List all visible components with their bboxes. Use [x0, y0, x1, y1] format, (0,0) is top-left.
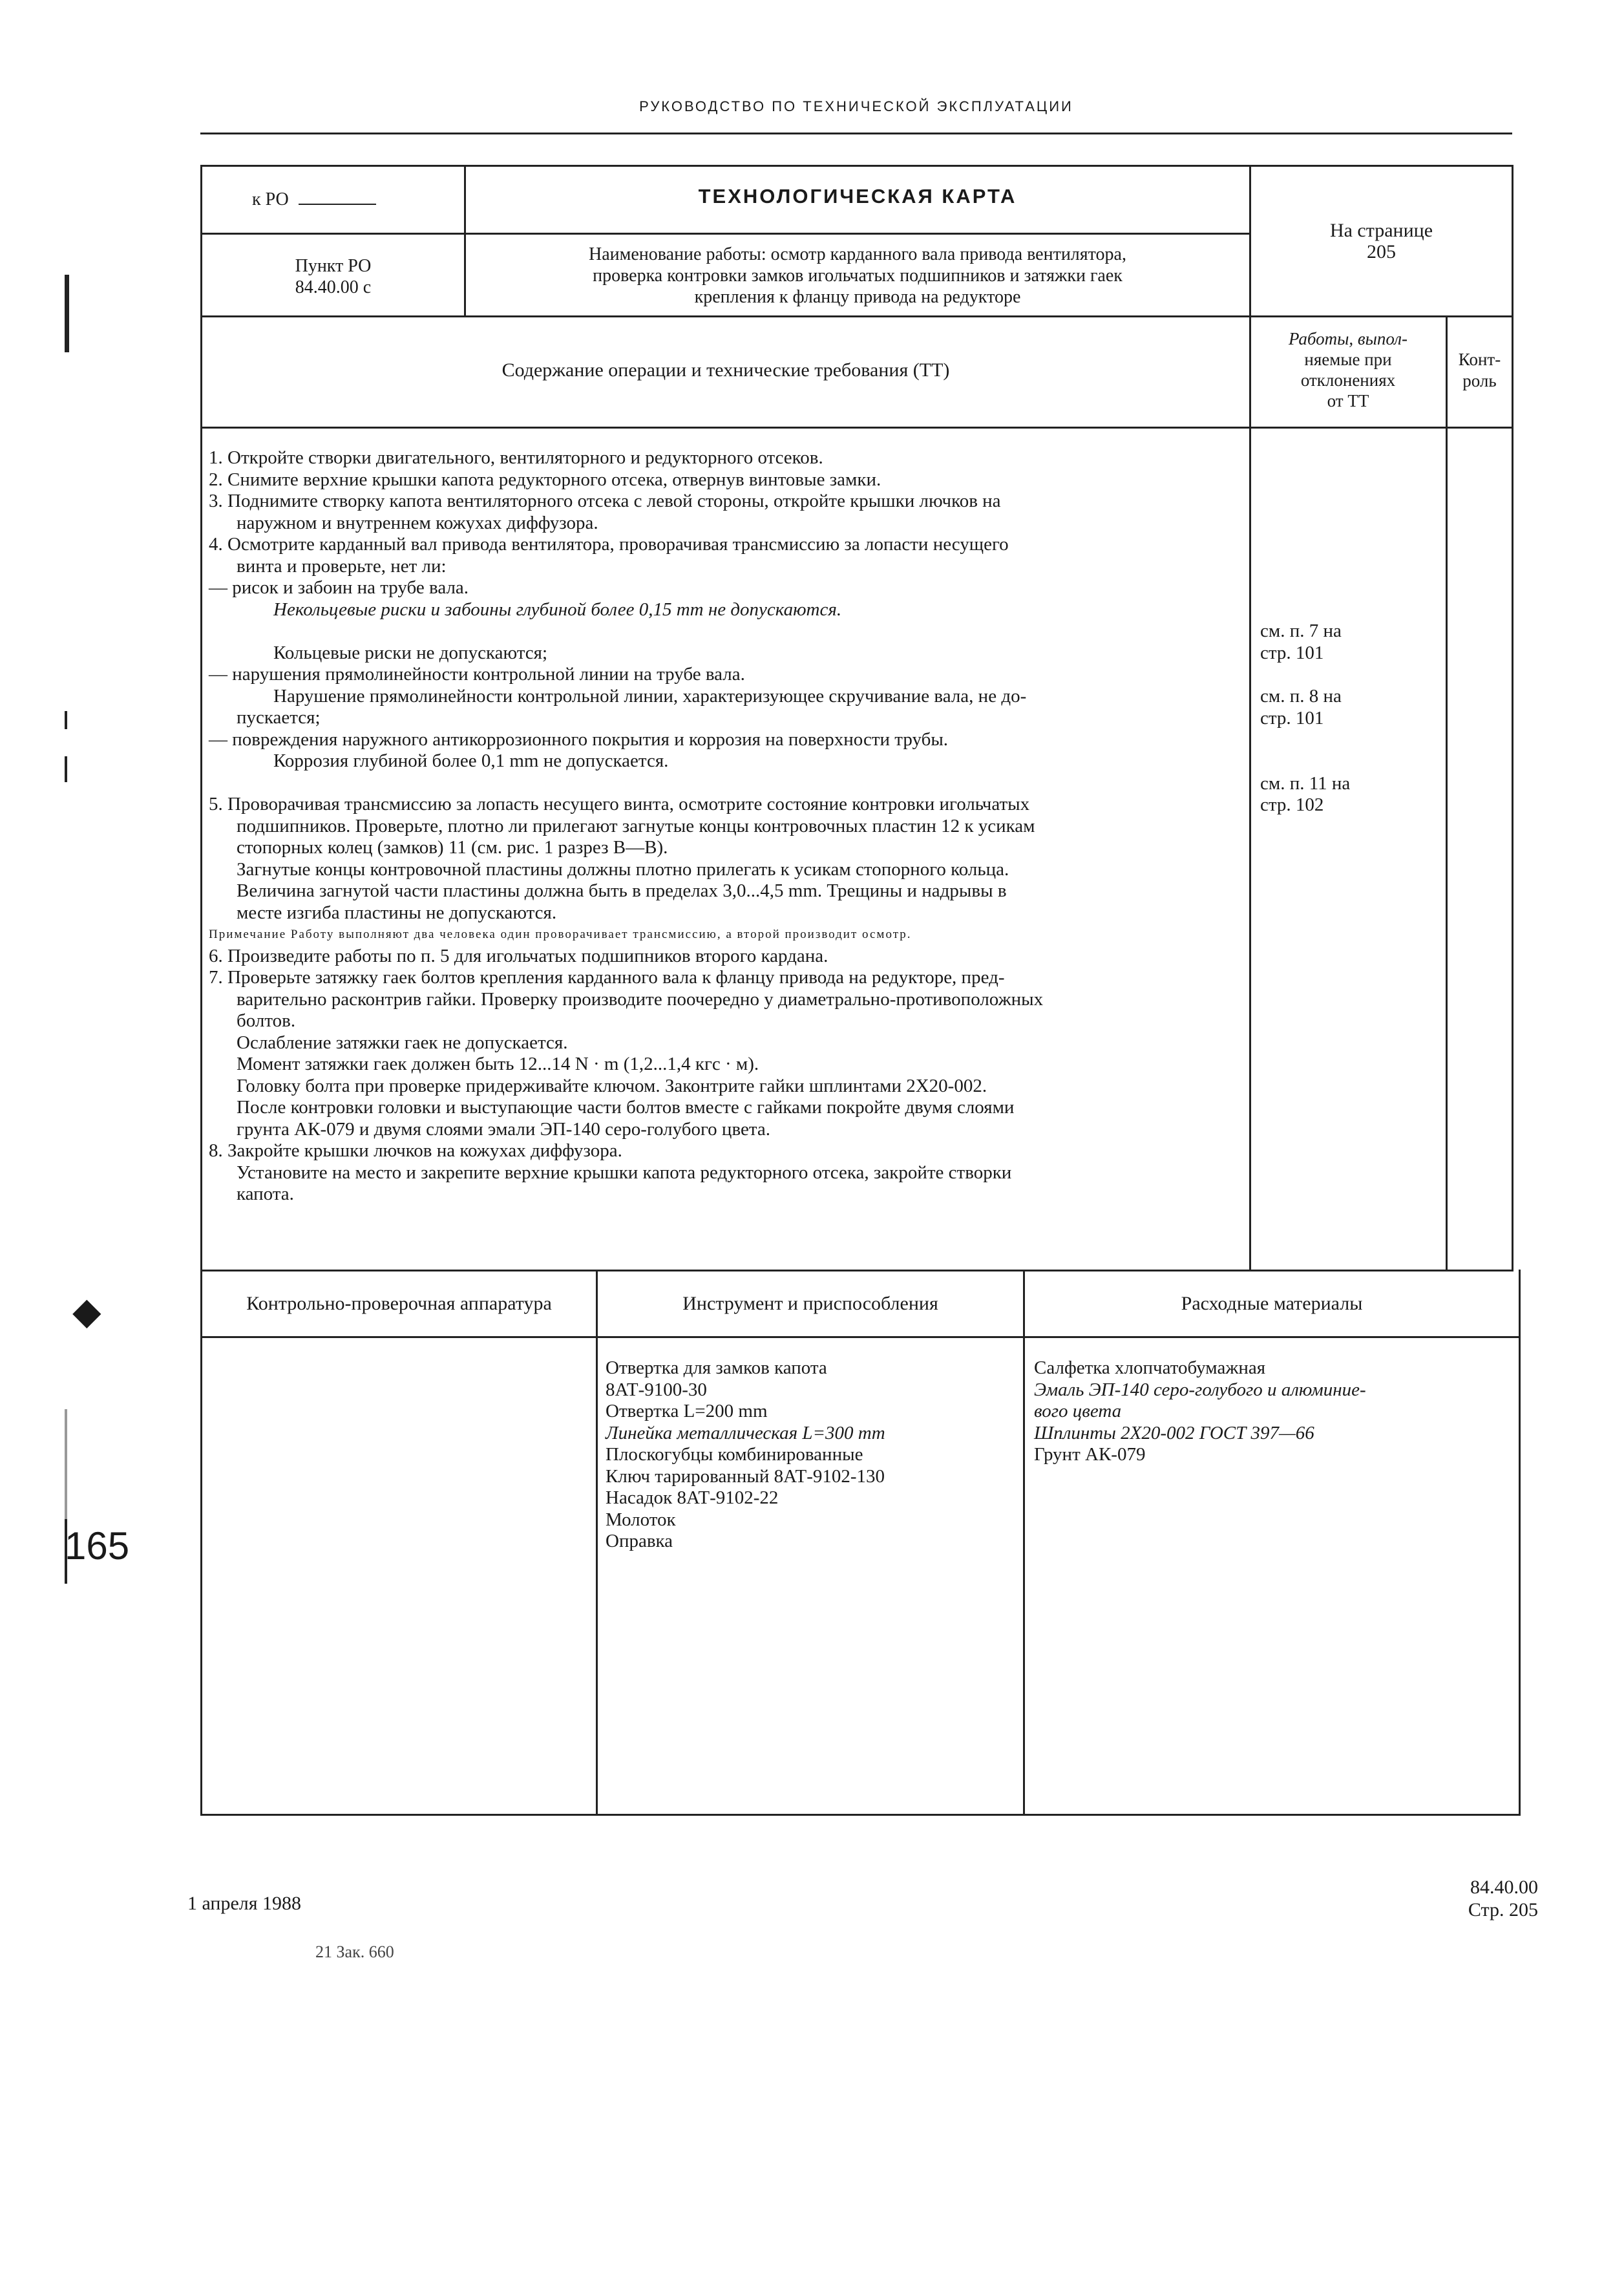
deviation-ref: см. п. 11 на	[1260, 773, 1351, 794]
grid-h-1	[200, 233, 1250, 235]
tool-item: Насадок 8АТ-9102-22	[606, 1487, 779, 1508]
materials-list	[1034, 1357, 1366, 1466]
material-item: Салфетка хлопчатобумажная	[1034, 1357, 1266, 1378]
op-line	[209, 772, 1243, 794]
op-line	[209, 621, 1243, 643]
op-line: Коррозия глубиной более 0,1 mm не допускается.	[273, 750, 669, 771]
tool-item: Линейка металлическая L=300 mm	[606, 1422, 885, 1443]
deviation-ref: стр. 101	[1260, 643, 1324, 663]
op-line: 1. Откройте створки двигательного, вентиляторного и редукторного отсеков.	[209, 447, 823, 468]
item-cell	[202, 255, 464, 298]
frame-top	[200, 165, 1513, 167]
tool-item: Молоток	[606, 1509, 676, 1530]
op-line: пускается;	[237, 707, 321, 728]
bottom-grid-v-1	[596, 1270, 598, 1816]
col-control-line: Конт-	[1458, 350, 1501, 369]
material-item: Эмаль ЭП-140 серо-голубого и алюминие-	[1034, 1379, 1366, 1400]
frame-mid-bottom	[200, 1270, 1513, 1271]
col-deviation-line: Работы, выпол-	[1288, 329, 1408, 348]
footer-page: Стр. 205	[1468, 1899, 1538, 1920]
grid-h-2	[200, 315, 1513, 317]
op-line: — нарушения прямолинейности контрольной линии на трубе вала.	[209, 664, 745, 685]
margin-tick-mark	[65, 711, 67, 729]
deviation-ref: см. п. 7 на	[1260, 621, 1342, 641]
op-line: 3. Поднимите створку капота вентиляторного отсека с левой стороны, откройте крышки лючков на	[209, 491, 1001, 511]
op-line: грунта АК-079 и двумя слоями эмали ЭП-140 серо-голубого цвета.	[237, 1118, 770, 1140]
col-deviation-header	[1251, 328, 1445, 411]
op-line: 8. Закройте крышки лючков на кожухах диффузора.	[209, 1140, 622, 1161]
col-deviation-line: от ТТ	[1327, 391, 1369, 410]
op-line: Ослабление затяжки гаек не допускается.	[237, 1032, 568, 1053]
op-line: Некольцевые риски и забоины глубиной более 0,15 mm не допускаются.	[273, 599, 842, 620]
op-line: месте изгиба пластины не допускаются.	[237, 902, 557, 923]
deviation-ref: стр. 101	[1260, 708, 1324, 729]
footer-code: 84.40.00	[1470, 1877, 1538, 1898]
op-line: Величина загнутой части пластины должна быть в пределах 3,0...4,5 mm. Трещины и надрывы в	[237, 880, 1007, 901]
bottom-col3-header: Расходные материалы	[1181, 1293, 1363, 1314]
running-header: РУКОВОДСТВО ПО ТЕХНИЧЕСКОЙ ЭКСПЛУАТАЦИИ	[639, 98, 1073, 114]
tool-item: 8АТ-9100-30	[606, 1379, 707, 1400]
margin-handwritten-mark: 165	[65, 1524, 130, 1568]
op-line: болтов.	[237, 1010, 296, 1031]
op-line: — повреждения наружного антикоррозионного покрытия и коррозия на поверхности трубы.	[209, 729, 949, 750]
bottom-frame-left	[200, 1270, 202, 1816]
op-line: 4. Осмотрите карданный вал привода вентилятора, проворачивая трансмиссию за лопасти несущего	[209, 534, 1009, 555]
op-line: Кольцевые риски не допускаются;	[273, 642, 548, 663]
op-line: — рисок и забоин на трубе вала.	[209, 577, 469, 598]
col-content-header: Содержание операции и технические требования (ТТ)	[501, 359, 950, 381]
op-line: капота.	[237, 1184, 294, 1204]
footer-print-mark: 21 Зак. 660	[315, 1942, 394, 1961]
op-line: Нарушение прямолинейности контрольной линии, характеризующее скручивание вала, не до-	[273, 685, 1027, 707]
ref-label: к РО	[252, 189, 289, 209]
tools-list	[606, 1357, 885, 1553]
col-control-header	[1448, 349, 1512, 392]
work-name-line: Наименование работы: осмотр карданного вала привода вентилятора,	[589, 244, 1126, 264]
op-line: После контровки головки и выступающие части болтов вместе с гайками покройте двумя слоями	[237, 1097, 1015, 1118]
page-value: 205	[1367, 241, 1396, 262]
col-control-line: роль	[1462, 371, 1497, 390]
tool-item: Оправка	[606, 1531, 673, 1551]
tool-item: Отвертка для замков капота	[606, 1357, 827, 1378]
card-title: ТЕХНОЛОГИЧЕСКАЯ КАРТА	[698, 185, 1017, 207]
op-line: Установите на место и закрепите верхние крышки капота редукторного отсека, закройте створки	[237, 1162, 1012, 1183]
op-line: 6. Произведите работы по п. 5 для игольчатых подшипников второго кардана.	[209, 945, 828, 966]
work-name-line: проверка контровки замков игольчатых подшипников и затяжки гаек	[593, 266, 1123, 286]
ref-blank	[299, 204, 376, 205]
margin-bar-mark	[65, 275, 69, 352]
op-line: 7. Проверьте затяжку гаек болтов крепления карданного вала к фланцу привода на редукторе, пред-	[209, 967, 1005, 988]
margin-arrow-mark: ◆	[72, 1290, 101, 1332]
bottom-header-rule	[200, 1336, 1521, 1338]
tool-item: Плоскогубцы комбинированные	[606, 1444, 863, 1465]
op-note: Примечание Работу выполняют два человека один проворачивает трансмиссию, а второй производит осмотр.	[209, 928, 912, 941]
bottom-grid-v-2	[1023, 1270, 1025, 1816]
deviation-ref: см. п. 8 на	[1260, 686, 1342, 707]
op-line: 5. Проворачивая трансмиссию за лопасть несущего винта, осмотрите состояние контровки игольчатых	[209, 794, 1030, 814]
operations-list	[209, 447, 1243, 1206]
col-deviation-line: отклонениях	[1300, 370, 1396, 390]
tool-item: Отвертка L=200 mm	[606, 1401, 768, 1421]
ref-cell	[252, 189, 414, 210]
page-cell	[1251, 220, 1512, 262]
bottom-frame-right	[1519, 1270, 1521, 1816]
op-line: Момент затяжки гаек должен быть 12...14 N · m (1,2...1,4 кгс · м).	[237, 1054, 759, 1074]
margin-tick-mark	[65, 756, 67, 782]
work-name	[465, 244, 1250, 308]
footer-date: 1 апреля 1988	[187, 1893, 302, 1914]
work-name-line: крепления к фланцу привода на редукторе	[694, 287, 1021, 307]
bottom-frame-bottom	[200, 1814, 1521, 1816]
frame-right	[1512, 165, 1513, 1271]
deviation-ref: стр. 102	[1260, 794, 1324, 815]
op-line: стопорных колец (замков) 11 (см. рис. 1 разрез В—В).	[237, 837, 668, 858]
op-line: варительно расконтрив гайки. Проверку производите поочередно у диаметрально-противоположных	[237, 988, 1044, 1010]
col-deviation-line: няемые при	[1304, 350, 1392, 369]
page-label: На странице	[1329, 220, 1433, 241]
material-item: Грунт АК-079	[1034, 1444, 1146, 1465]
tool-item: Ключ тарированный 8АТ-9102-130	[606, 1465, 885, 1487]
op-line: наружном и внутреннем кожухах диффузора.	[237, 512, 598, 533]
item-code: 84.40.00 с	[295, 277, 372, 297]
op-line: винта и проверьте, нет ли:	[237, 555, 447, 577]
bottom-col1-header: Контрольно-проверочная аппаратура	[246, 1293, 552, 1314]
op-line: 2. Снимите верхние крышки капота редукторного отсека, отвернув винтовые замки.	[209, 469, 881, 490]
header-rule	[200, 133, 1512, 134]
material-item: вого цвета	[1034, 1401, 1122, 1421]
frame-left	[200, 165, 202, 1271]
grid-v-3	[1446, 315, 1448, 1271]
item-label: Пункт РО	[295, 256, 372, 276]
bottom-col2-header: Инструмент и приспособления	[682, 1293, 938, 1314]
op-line: Головку болта при проверке придерживайте ключом. Законтрите гайки шплинтами 2X20-002.	[237, 1075, 987, 1096]
material-item: Шплинты 2X20-002 ГОСТ 397—66	[1034, 1422, 1314, 1443]
op-line: Загнутые концы контровочной пластины должны плотно прилегать к усикам стопорного кольца.	[237, 858, 1009, 880]
op-line: подшипников. Проверьте, плотно ли прилегают загнутые концы контровочных пластин 12 к усикам	[237, 815, 1035, 836]
grid-h-3	[200, 427, 1513, 429]
